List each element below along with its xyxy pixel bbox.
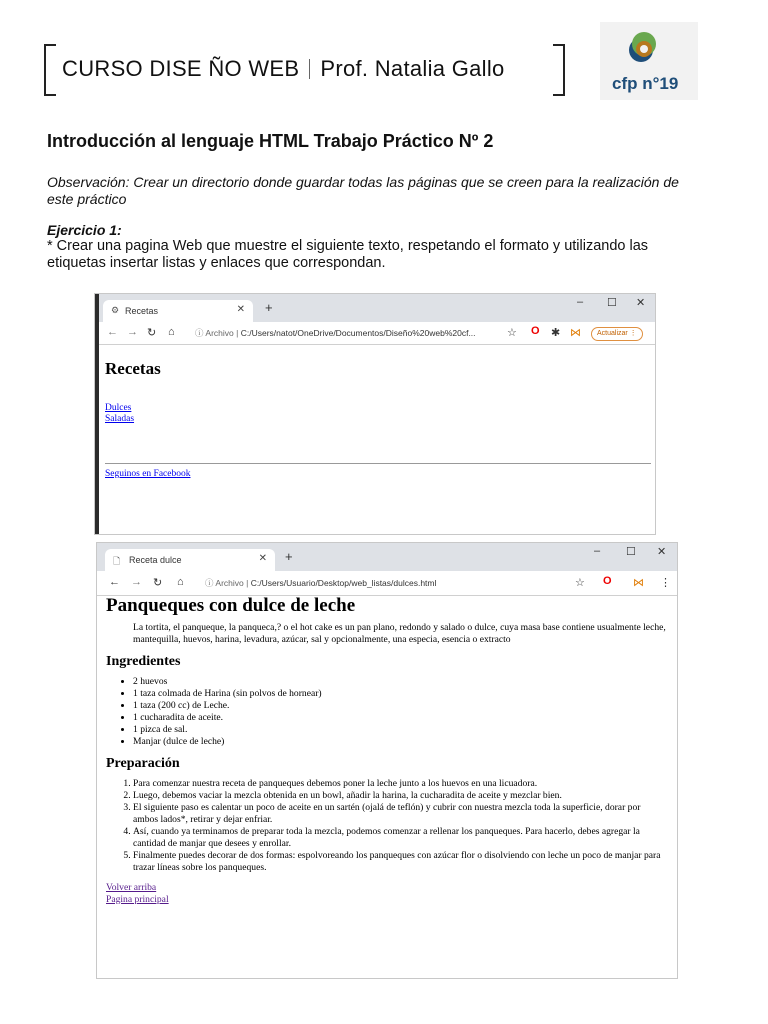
list-item: 1. Para comenzar nuestra receta de panqueques debemos poner la leche junto a los huevos en una licuadora. [133, 778, 666, 790]
list-item: • Manjar (dulce de leche) [133, 736, 666, 748]
menu-kebab-icon[interactable]: ⋮ [660, 577, 671, 589]
link-home-page[interactable]: Pagina principal [106, 894, 169, 905]
close-tab-icon[interactable]: ✕ [236, 304, 245, 315]
address-bar[interactable] [205, 577, 436, 589]
address-bar[interactable] [195, 327, 476, 339]
bookmark-star-icon[interactable]: ☆ [507, 327, 517, 339]
list-item: • 1 cucharadita de aceite. [133, 712, 666, 724]
tab-recetas[interactable] [103, 300, 253, 322]
cfp-logo [600, 22, 698, 100]
close-window-icon[interactable]: ✕ [636, 297, 646, 309]
minimize-icon[interactable]: – [594, 545, 601, 557]
butterfly-extension-icon[interactable]: ⋈ [570, 327, 581, 339]
new-tab-button[interactable]: + [285, 549, 293, 564]
forward-icon[interactable]: → [131, 576, 142, 588]
browser-toolbar [97, 571, 677, 596]
recipe-page [106, 595, 666, 906]
horizontal-rule [105, 463, 651, 464]
page-viewport [95, 345, 655, 534]
document-icon: 🗋 [113, 556, 121, 566]
extensions-puzzle-icon[interactable]: ✱ [551, 327, 561, 339]
address-separator: | [236, 328, 239, 338]
list-item: • 1 taza colmada de Harina (sin polvos de hornear) [133, 688, 666, 700]
maximize-icon[interactable]: ☐ [607, 297, 617, 309]
home-icon[interactable]: ⌂ [168, 326, 175, 338]
info-icon: ⓘ [195, 328, 204, 338]
opera-extension-icon[interactable]: O [531, 325, 540, 337]
butterfly-extension-icon[interactable]: ⋈ [633, 577, 644, 589]
opera-extension-icon[interactable]: O [603, 575, 612, 587]
home-icon[interactable]: ⌂ [177, 576, 184, 588]
browser-toolbar [95, 322, 655, 345]
page-heading: Recetas [105, 359, 161, 378]
browser-titlebar [95, 294, 655, 322]
link-back-to-top[interactable]: Volver arriba [106, 882, 157, 893]
address-url: C:/Users/Usuario/Desktop/web_listas/dulces.html [250, 578, 437, 588]
link-dulces[interactable]: Dulces [105, 403, 132, 413]
exercise-title: Ejercicio 1: [47, 222, 122, 238]
close-window-icon[interactable]: ✕ [657, 546, 667, 558]
close-tab-icon[interactable]: ✕ [258, 553, 267, 564]
reload-icon[interactable]: ↻ [147, 327, 157, 339]
logo-text: cfp n°19 [612, 74, 679, 93]
chrome-favicon-icon: ⚙ [111, 305, 120, 315]
footer-links [106, 882, 666, 906]
teacher-name: Prof. Natalia Gallo [320, 56, 505, 81]
back-icon[interactable]: ← [107, 326, 118, 338]
ingredients-heading: Ingredientes [106, 654, 181, 669]
header-bracket-right [553, 44, 565, 96]
list-item: 2. Luego, debemos vaciar la mezcla obtenida en un bowl, añadir la harina, la cucharadita de aceite y mezclar bien. [133, 790, 666, 802]
browser-window-recetas [95, 294, 655, 534]
preparation-heading: Preparación [106, 756, 180, 771]
browser-titlebar [97, 543, 677, 571]
forward-icon[interactable]: → [127, 326, 138, 338]
header-bracket-left [44, 44, 56, 96]
header-divider [309, 59, 310, 79]
document-title: Introducción al lenguaje HTML Trabajo Práctico Nº 2 [47, 131, 494, 151]
link-saladas[interactable]: Saladas [105, 414, 135, 424]
tab-title: Recetas [125, 306, 159, 316]
link-facebook[interactable]: Seguinos en Facebook [105, 469, 191, 479]
tab-receta-dulce[interactable] [105, 549, 275, 571]
info-icon: ⓘ [205, 578, 214, 588]
tab-title: Receta dulce [129, 555, 182, 565]
update-button[interactable]: Actualizar ⋮ [591, 327, 643, 341]
address-separator: | [246, 578, 249, 588]
window-left-edge [95, 294, 99, 534]
minimize-icon[interactable]: – [577, 296, 584, 308]
reload-icon[interactable]: ↻ [153, 577, 163, 589]
new-tab-button[interactable]: + [265, 300, 273, 315]
update-button-label: Actualizar [597, 330, 628, 337]
address-scheme: Archivo [215, 578, 244, 588]
exercise-text: * Crear una pagina Web que muestre el siguiente texto, respetando el formato y utilizando las etiquetas insertar listas y enlaces que correspondan. [47, 238, 649, 271]
list-item: • 1 taza (200 cc) de Leche. [133, 700, 666, 712]
browser-window-receta-dulce [97, 543, 677, 978]
address-scheme: Archivo [205, 328, 234, 338]
preparation-steps [106, 778, 666, 874]
recipe-title: Panqueques con dulce de leche [106, 595, 356, 616]
address-url: C:/Users/natot/OneDrive/Documentos/Diseño%20web%20cf... [240, 328, 476, 338]
maximize-icon[interactable]: ☐ [626, 546, 636, 558]
list-item: • 1 pizca de sal. [133, 724, 666, 736]
list-item: 5. Finalmente puedes decorar de dos formas: espolvoreando los panqueques con azúcar flor o disolviendo con leche un poco de manjar para trazar líneas sobre los panqueques. [133, 850, 666, 874]
bookmark-star-icon[interactable]: ☆ [575, 577, 585, 589]
ingredients-list [106, 676, 666, 748]
recipe-intro: La tortita, el panqueque, la panqueca,? o el hot cake es un pan plano, redondo y salado o dulce, cuya masa base contiene usualmente leche, mantequilla, huevos, harina, levadura, azúcar, sal y opcionalmente, una especia, esencia o extracto [133, 622, 666, 645]
list-item: • 2 huevos [133, 676, 666, 688]
list-item: 3. El siguiente paso es calentar un poco de aceite en un sartén (ojalá de teflón) y cubrir con nuestra mezcla toda la superficie, dorar por ambos lados*, retirar y dejar enfriar. [133, 802, 666, 826]
page-viewport [97, 596, 677, 978]
course-header [62, 56, 505, 82]
category-links [105, 403, 134, 425]
list-item: 4. Así, cuando ya terminamos de preparar toda la mezcla, podemos comenzar a rellenar los panqueques. Para hacerlo, debes agregar la cantidad de manjar que desees y enrollar. [133, 826, 666, 850]
course-name: CURSO DISE ÑO WEB [62, 56, 300, 81]
observation-text: Observación: Crear un directorio donde guardar todas las páginas que se creen para la realización de este práctico [47, 174, 679, 207]
back-icon[interactable]: ← [109, 576, 120, 588]
